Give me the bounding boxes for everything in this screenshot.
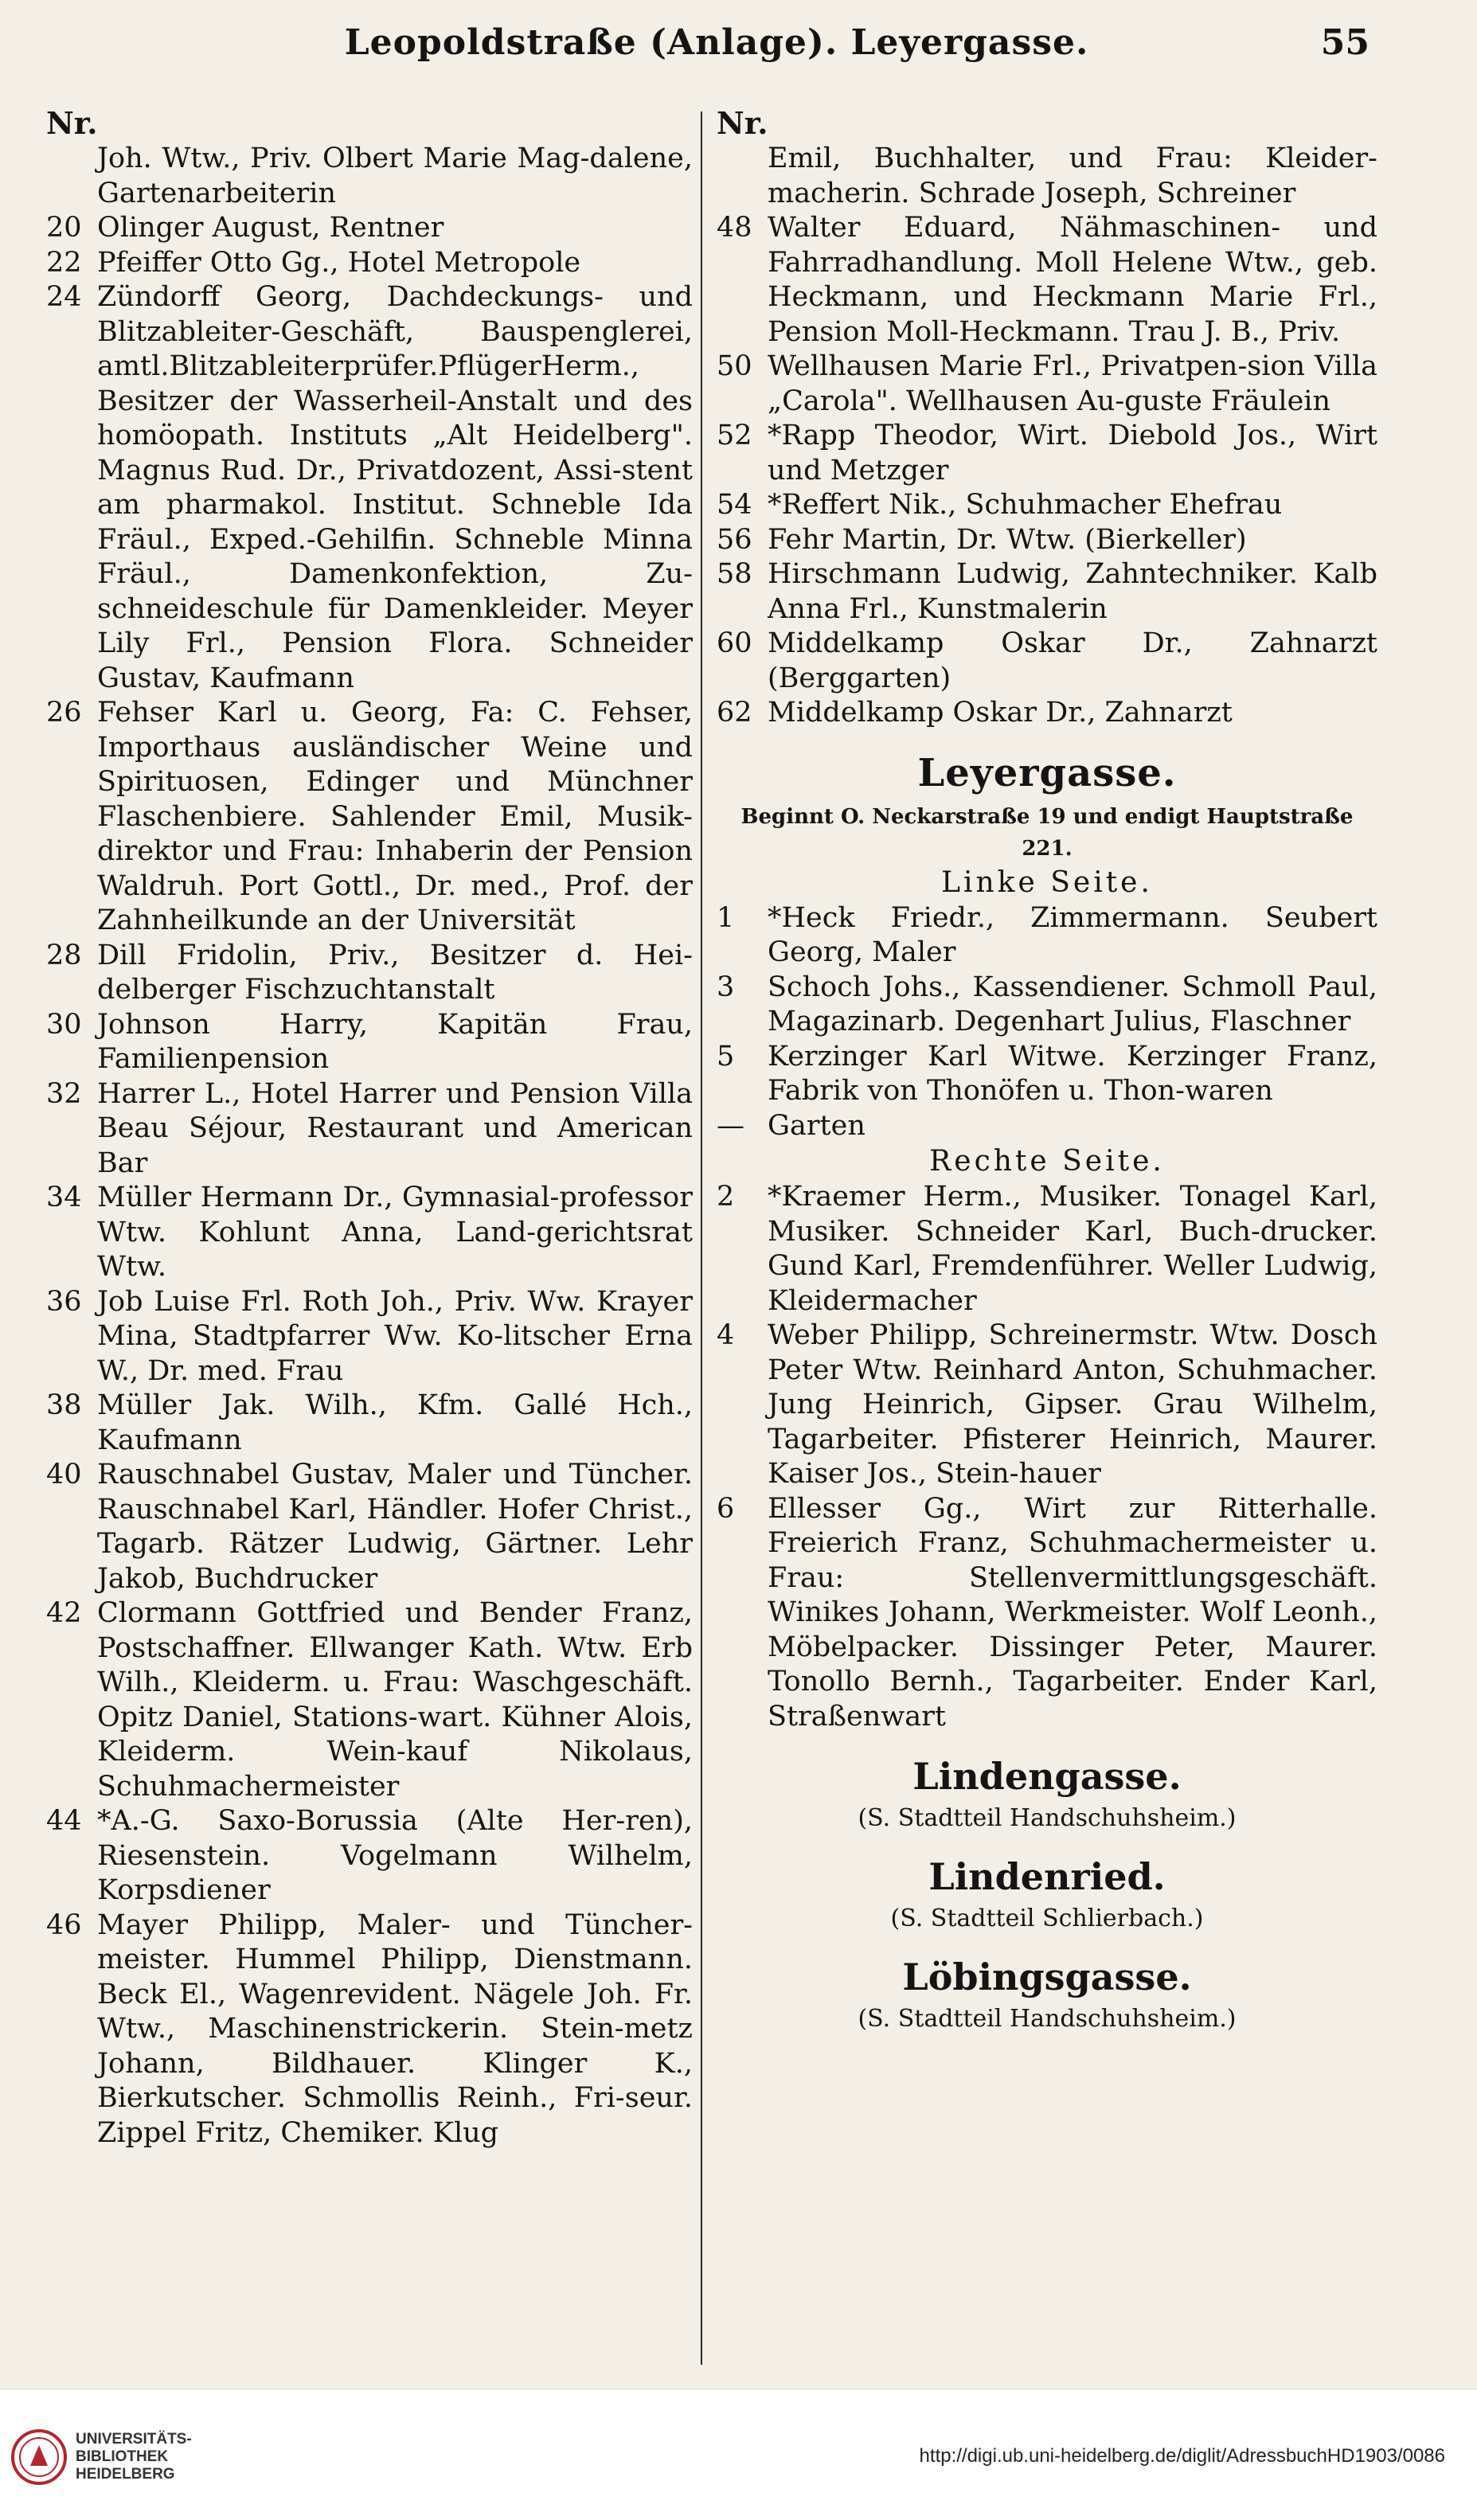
footer-bar: [0, 2389, 1477, 2520]
university-seal-icon: [11, 2429, 67, 2485]
entry-text: Pfeiffer Otto Gg., Hotel Metropole: [97, 246, 581, 279]
entry-text: *Heck Friedr., Zimmermann. Seubert Georg, Maler: [768, 901, 1377, 968]
right-side-label: Rechte Seite.: [929, 1145, 1165, 1178]
directory-entry: [717, 901, 1377, 971]
entry-text: *Kraemer Herm., Musiker. Tonagel Karl, Musiker. Schneider Karl, Buch-drucker. Gund Karl, Fremdenführer. Weller Ludwig, Kleidermacher: [768, 1181, 1377, 1317]
directory-entry: [46, 1077, 693, 1182]
house-number: 56: [717, 523, 752, 556]
entry-text: Ellesser Gg., Wirt zur Ritterhalle. Freierich Franz, Schuhmachermeister u. Frau: Stellenvermittlungsgeschäft. Winikes Johann, Werkmeister. Wolf Leonh., Möbelpacker. Dissinger Peter, Maurer. Tonollo Bernh., Tagarbeiter. Ender Karl, Straßenwart: [768, 1492, 1377, 1733]
directory-entry: [46, 1458, 693, 1596]
entry-text: Joh. Wtw., Priv. Olbert Marie Mag-dalene, Gartenarbeiterin: [97, 143, 693, 209]
entry-text: Müller Hermann Dr., Gymnasial-professor Wtw. Kohlunt Anna, Land-gerichtsrat Wtw.: [97, 1182, 693, 1283]
entry-text: Harrer L., Hotel Harrer und Pension Villa Beau Séjour, Restaurant und American Bar: [97, 1077, 693, 1179]
left-entries-list: [46, 142, 693, 2151]
directory-entry: [717, 419, 1377, 488]
directory-entry: [46, 280, 693, 696]
directory-entry: [717, 211, 1377, 350]
house-number: 32: [46, 1077, 82, 1110]
directory-entry: [46, 696, 693, 939]
directory-entry: [46, 1909, 693, 2151]
left-side-label: Linke Seite.: [941, 865, 1153, 899]
library-logo-text: [76, 2431, 192, 2483]
house-number: 46: [46, 1909, 82, 1941]
reference-street-title: Löbingsgasse.: [902, 1955, 1192, 1998]
right-entries-list: [717, 142, 1377, 731]
directory-entry: [46, 1596, 693, 1804]
house-number: 28: [46, 939, 82, 971]
leyergasse-right-entries: [717, 1180, 1377, 1734]
house-number: 44: [46, 1805, 82, 1837]
house-number: 58: [717, 558, 752, 590]
house-number: —: [717, 1109, 744, 1142]
entry-text: Wellhausen Marie Frl., Privatpen-sion Villa „Carola". Wellhausen Au-guste Fräulein: [768, 350, 1377, 417]
entry-text: Mayer Philipp, Maler- und Tüncher-meister. Hummel Philipp, Dienstmann. Beck El., Wagenrevident. Nägele Joh. Fr. Wtw., Maschinenstrickerin. Stein-metz Johann, Bildhauer. Klinger K., Bierkutscher. Schmollis Reinh., Fri-seur. Zippel Fritz, Chemiker. Klug: [97, 1909, 693, 2149]
entry-text: Johnson Harry, Kapitän Frau, Familienpension: [97, 1008, 693, 1075]
directory-entry: [717, 1319, 1377, 1492]
directory-entry: [717, 1180, 1377, 1319]
house-number: 6: [717, 1492, 735, 1525]
entry-text: Garten: [768, 1109, 865, 1142]
directory-entry: [717, 523, 1377, 558]
entry-text: Zündorff Georg, Dachdeckungs- und Blitzableiter-Geschäft, Bauspenglerei, amtl.Blitzableiterprüfer.PflügerHerm., Besitzer der Wasserheil-Anstalt und des homöopath. Instituts „Alt Heidelberg". Magnus Rud. Dr., Privatdozent, Assi-stent am pharmakol. Institut. Schneble Ida Fräul., Exped.-Gehilfin. Schneble Minna Fräul., Damenkonfektion, Zu-schneideschule für Damenkleider. Meyer Lily Frl., Pension Flora. Schneider Gustav, Kaufmann: [97, 281, 693, 694]
directory-entry: [717, 1040, 1377, 1109]
reference-note: (S. Stadtteil Handschuhsheim.): [858, 1804, 1237, 1832]
entry-text: Clormann Gottfried und Bender Franz, Postschaffner. Ellwanger Kath. Wtw. Erb Wilh., Kleiderm. u. Frau: Waschgeschäft. Opitz Daniel, Stations-wart. Kühner Alois, Kleiderm. Wein-kauf Nikolaus, Schuhmachermeister: [97, 1597, 693, 1803]
entry-text: Olinger August, Rentner: [97, 212, 444, 244]
house-number: 5: [717, 1040, 735, 1072]
entry-text: Fehr Martin, Dr. Wtw. (Bierkeller): [768, 523, 1247, 556]
house-number: 40: [46, 1459, 82, 1491]
directory-entry: [46, 1285, 693, 1389]
house-number: 60: [717, 627, 752, 659]
house-number: 26: [46, 697, 82, 729]
directory-entry: [46, 142, 693, 211]
right-column: [717, 105, 1377, 2035]
directory-entry: [717, 1109, 1377, 1144]
directory-entry: [717, 971, 1377, 1040]
house-number: 62: [717, 697, 752, 729]
entry-text: Job Luise Frl. Roth Joh., Priv. Ww. Krayer Mina, Stadtpfarrer Ww. Ko-litscher Erna W., Dr. med. Frau: [97, 1285, 693, 1387]
house-number: 1: [717, 901, 735, 934]
directory-entry: [46, 939, 693, 1008]
directory-entry: [717, 1492, 1377, 1735]
entry-text: Walter Eduard, Nähmaschinen- und Fahrradhandlung. Moll Helene Wtw., geb. Heckmann, und Heckmann Marie Frl., Pension Moll-Heckmann. Trau J. B., Priv.: [768, 212, 1377, 348]
directory-entry: [46, 1804, 693, 1909]
house-number: 48: [717, 212, 752, 244]
entry-text: *Rapp Theodor, Wirt. Diebold Jos., Wirt und Metzger: [768, 420, 1377, 486]
cross-references: [717, 1750, 1377, 2035]
directory-entry: [717, 350, 1377, 419]
page-number: 55: [1320, 22, 1370, 63]
house-number: 24: [46, 281, 82, 313]
entry-text: Weber Philipp, Schreinermstr. Wtw. Dosch Peter Wtw. Reinhard Anton, Schuhmacher. Jung Heinrich, Gipser. Grau Wilhelm, Tagarbeiter. Pfisterer Heinrich, Maurer. Kaiser Jos., Stein-hauer: [768, 1319, 1377, 1490]
source-url-link[interactable]: http://digi.ub.uni-heidelberg.de/diglit/AdressbuchHD1903/0086: [919, 2445, 1445, 2467]
entry-text: Müller Jak. Wilh., Kfm. Gallé Hch., Kaufmann: [97, 1389, 693, 1456]
entry-text: Hirschmann Ludwig, Zahntechniker. Kalb Anna Frl., Kunstmalerin: [768, 558, 1377, 625]
entry-text: Rauschnabel Gustav, Maler und Tüncher. Rauschnabel Karl, Händler. Hofer Christ., Tagarb. Rätzer Ludwig, Gärtner. Lehr Jakob, Buchdrucker: [97, 1459, 693, 1595]
house-number: 38: [46, 1389, 82, 1421]
entry-text: Dill Fridolin, Priv., Besitzer d. Hei-delberger Fischzuchtanstalt: [97, 939, 693, 1006]
house-number: 54: [717, 489, 752, 521]
entry-text: *Reffert Nik., Schuhmacher Ehefrau: [768, 489, 1283, 521]
directory-entry: [46, 1389, 693, 1458]
page-header: [64, 22, 1370, 86]
street-subtitle: Beginnt O. Neckarstraße 19 und endigt Hauptstraße 221.: [740, 804, 1354, 861]
directory-entry: [717, 696, 1377, 731]
house-number: 20: [46, 212, 82, 244]
entry-text: Schoch Johs., Kassendiener. Schmoll Paul, Magazinarb. Degenhart Julius, Flaschner: [768, 971, 1377, 1037]
page-title: Leopoldstraße (Anlage). Leyergasse.: [344, 22, 1089, 63]
leyergasse-left-entries: [717, 901, 1377, 1144]
nr-label: Nr.: [717, 105, 768, 141]
nr-label: Nr.: [46, 105, 98, 141]
directory-entry: [717, 142, 1377, 211]
house-number: 4: [717, 1319, 735, 1351]
directory-entry: [46, 211, 693, 246]
entry-text: Kerzinger Karl Witwe. Kerzinger Franz, Fabrik von Thonöfen u. Thon-waren: [768, 1040, 1377, 1107]
column-divider: [701, 111, 702, 2365]
house-number: 42: [46, 1597, 82, 1629]
house-number: 50: [717, 350, 752, 382]
house-number: 34: [46, 1182, 82, 1213]
house-number: 2: [717, 1181, 735, 1213]
directory-entry: [46, 1181, 693, 1285]
directory-entry: [46, 246, 693, 281]
directory-entry: [717, 488, 1377, 523]
directory-entry: [717, 557, 1377, 627]
left-column: [46, 105, 693, 2151]
reference-street-title: Lindenried.: [928, 1855, 1166, 1898]
logo-line-3: HEIDELBERG: [76, 2466, 175, 2483]
house-number: 22: [46, 246, 82, 279]
house-number: 52: [717, 420, 752, 451]
entry-text: Fehser Karl u. Georg, Fa: C. Fehser, Importhaus ausländischer Weine und Spirituosen, Edinger und Münchner Flaschenbiere. Sahlender Emil, Musik-direktor und Frau: Inhaberin der Pension Waldruh. Port Gottl., Dr. med., Prof. der Zahnheilkunde an der Universität: [97, 697, 693, 936]
reference-note: (S. Stadtteil Handschuhsheim.): [858, 2005, 1237, 2033]
entry-text: *A.-G. Saxo-Borussia (Alte Her-ren), Riesenstein. Vogelmann Wilhelm, Korpsdiener: [97, 1805, 693, 1906]
directory-entry: [717, 627, 1377, 696]
house-number: 30: [46, 1008, 82, 1041]
house-number: 36: [46, 1285, 82, 1318]
entry-text: Emil, Buchhalter, und Frau: Kleider-macherin. Schrade Joseph, Schreiner: [768, 143, 1377, 209]
reference-street-title: Lindengasse.: [912, 1755, 1182, 1798]
street-heading: Leyergasse.: [917, 750, 1177, 795]
entry-text: Middelkamp Oskar Dr., Zahnarzt (Berggarten): [768, 627, 1377, 694]
house-number: 3: [717, 971, 735, 1003]
directory-entry: [46, 1008, 693, 1077]
entry-text: Middelkamp Oskar Dr., Zahnarzt: [768, 697, 1233, 729]
logo-line-1: UNIVERSITÄTS-: [76, 2431, 192, 2448]
reference-note: (S. Stadtteil Schlierbach.): [890, 1905, 1204, 1932]
logo-line-2: BIBLIOTHEK: [76, 2448, 169, 2465]
